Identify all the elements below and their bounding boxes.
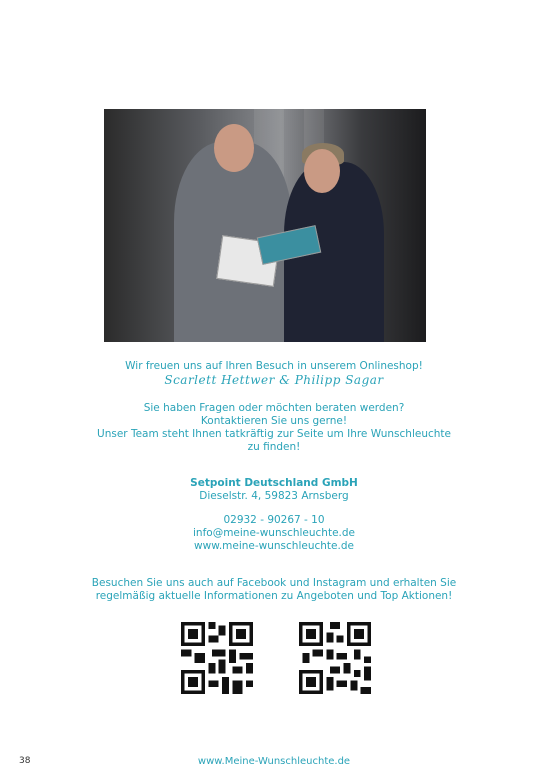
signature: Scarlett Hettwer & Philipp Sagar xyxy=(164,373,384,387)
phone-number[interactable]: 02932 - 90267 - 10 xyxy=(223,514,325,526)
team-photo xyxy=(104,109,426,342)
social-line: regelmäßig aktuelle Informationen zu Angeboten und Top Aktionen! xyxy=(95,590,453,602)
company-block xyxy=(0,477,548,503)
contact-block xyxy=(0,402,548,454)
contact-line: zu finden! xyxy=(247,441,301,453)
email-link[interactable]: info@meine-wunschleuchte.de xyxy=(193,527,355,539)
instagram-qr-icon[interactable] xyxy=(299,622,371,694)
contact-line: Kontaktieren Sie uns gerne! xyxy=(200,415,348,427)
welcome-text: Wir freuen uns auf Ihren Besuch in unserem Onlineshop! xyxy=(125,360,423,372)
social-block xyxy=(0,577,548,603)
contact-line: Unser Team steht Ihnen tatkräftig zur Seite um Ihre Wunschleuchte xyxy=(97,428,451,440)
footer-url[interactable]: www.Meine-Wunschleuchte.de xyxy=(197,756,351,767)
contact-line: Sie haben Fragen oder möchten beraten werden? xyxy=(143,402,405,414)
facebook-qr-icon[interactable] xyxy=(181,622,253,694)
social-line: Besuchen Sie uns auch auf Facebook und Instagram und erhalten Sie xyxy=(91,577,457,589)
contact-details xyxy=(0,514,548,553)
page-number: 38 xyxy=(19,756,31,766)
company-name: Setpoint Deutschland GmbH xyxy=(190,477,358,489)
website-link[interactable]: www.meine-wunschleuchte.de xyxy=(194,540,354,552)
company-address: Dieselstr. 4, 59823 Arnsberg xyxy=(199,490,349,502)
